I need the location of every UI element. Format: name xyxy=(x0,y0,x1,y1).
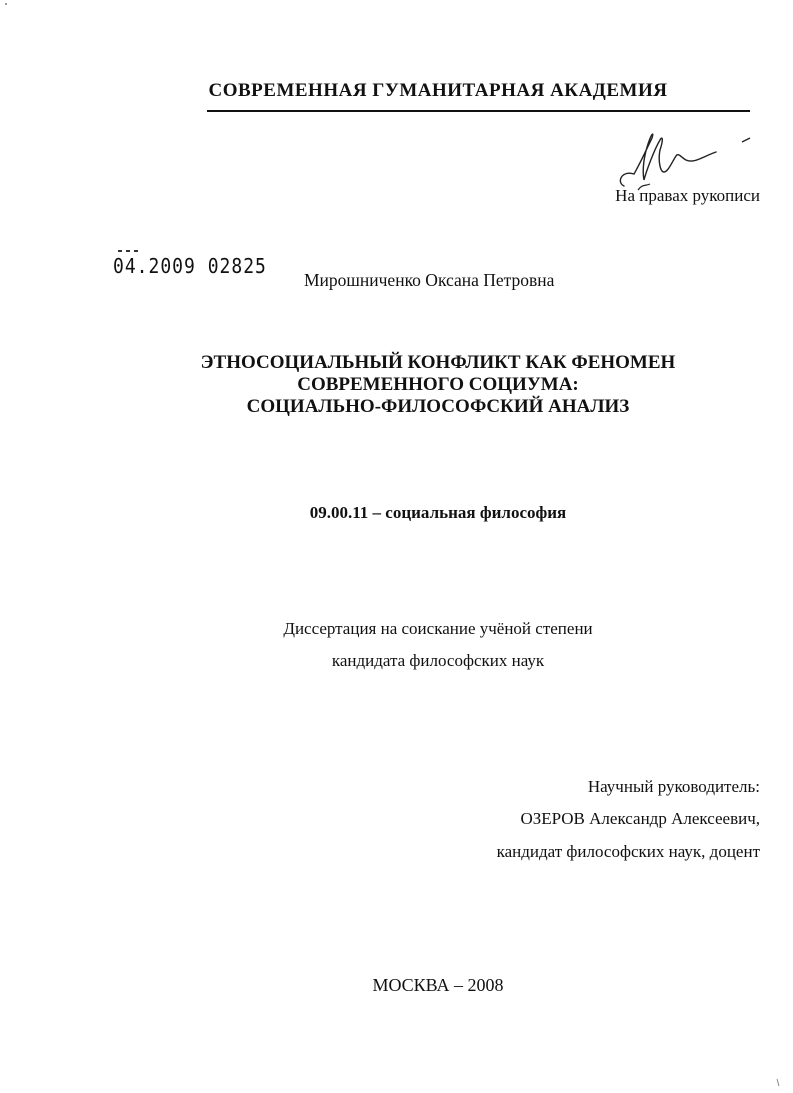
author-name: Мирошниченко Оксана Петровна xyxy=(304,270,555,290)
title-line: СОВРЕМЕННОГО СОЦИУМА: xyxy=(297,374,579,395)
dissertation-title xyxy=(150,352,726,418)
advisor-title: кандидат философских наук, доцент xyxy=(496,842,760,861)
title-line: ЭТНОСОЦИАЛЬНЫЙ КОНФЛИКТ КАК ФЕНОМЕН xyxy=(200,352,676,373)
manuscript-note: На правах рукописи xyxy=(615,186,760,205)
archive-number-marks xyxy=(117,249,141,253)
header-divider xyxy=(207,110,750,112)
degree-statement-line-1: Диссертация на соискание учёной степени xyxy=(283,619,593,638)
advisor-name: ОЗЕРОВ Александр Алексеевич, xyxy=(520,809,760,828)
advisor-label: Научный руководитель: xyxy=(587,777,760,796)
degree-statement-line-2: кандидата философских наук xyxy=(331,651,545,670)
archive-number: 04.2009 02825 xyxy=(113,255,267,279)
title-line: СОЦИАЛЬНО-ФИЛОСОФСКИЙ АНАЛИЗ xyxy=(246,396,630,417)
institution-name: СОВРЕМЕННАЯ ГУМАНИТАРНАЯ АКАДЕМИЯ xyxy=(208,80,668,101)
specialty-code: 09.00.11 – социальная философия xyxy=(309,503,567,522)
city-year: МОСКВА – 2008 xyxy=(372,975,504,995)
handwritten-signature-icon xyxy=(612,120,762,195)
